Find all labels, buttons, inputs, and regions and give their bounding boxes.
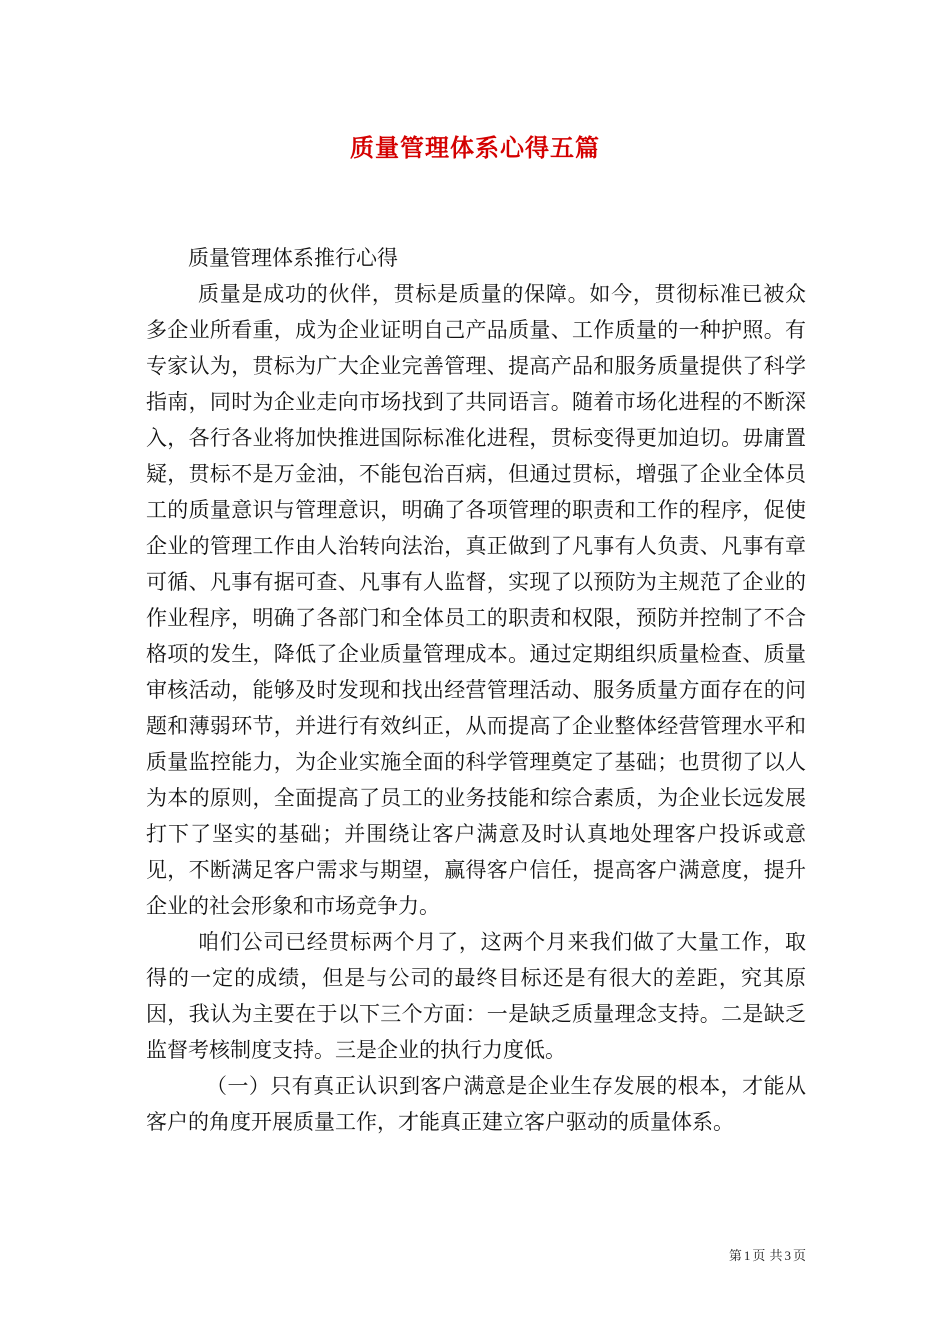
paragraph-1: 质量是成功的伙伴，贯标是质量的保障。如今，贯彻标准已被众多企业所看重，成为企业证明自己产品质量、工作质量的一种护照。有专家认为，贯标为广大企业完善管理、提高产品和服务质量提供了科学指南，同时为企业走向市场找到了共同语言。随着市场化进程的不断深入，各行各业将加快推进国际标准化进程，贯标变得更加迫切。毋庸置疑，贯标不是万金油，不能包治百病，但通过贯标，增强了企业全体员工的质量意识与管理意识，明确了各项管理的职责和工作的程序，促使企业的管理工作由人治转向法治，真正做到了凡事有人负责、凡事有章可循、凡事有据可查、凡事有人监督，实现了以预防为主规范了企业的作业程序，明确了各部门和全体员工的职责和权限，预防并控制了不合格项的发生，降低了企业质量管理成本。通过定期组织质量检查、质量审核活动，能够及时发现和找出经营管理活动、服务质量方面存在的问题和薄弱环节，并进行有效纠正，从而提高了企业整体经营管理水平和质量监控能力，为企业实施全面的科学管理奠定了基础；也贯彻了以人为本的原则，全面提高了员工的业务技能和综合素质，为企业长远发展打下了坚实的基础；并围绕让客户满意及时认真地处理客户投诉或意见，不断满足客户需求与期望，赢得客户信任，提高客户满意度，提升企业的社会形象和市场竞争力。 — [146, 282, 806, 918]
footer-prefix: 第 — [728, 1249, 742, 1264]
document-title: 质量管理体系心得五篇 — [350, 133, 600, 162]
paragraph-3: （一）只有真正认识到客户满意是企业生存发展的根本，才能从客户的角度开展质量工作，才能真正建立客户驱动的质量体系。 — [146, 1074, 806, 1134]
paragraph-2: 咱们公司已经贯标两个月了，这两个月来我们做了大量工作，取得的一定的成绩，但是与公司的最终目标还是有很大的差距，究其原因，我认为主要在于以下三个方面：一是缺乏质量理念支持。二是缺乏监督考核制度支持。三是企业的执行力度低。 — [146, 930, 806, 1062]
section-subheading: 质量管理体系推行心得 — [188, 246, 398, 270]
footer-total-pages: 3 — [784, 1248, 791, 1263]
page-footer — [729, 1247, 806, 1266]
footer-current-page: 1 — [743, 1248, 751, 1263]
footer-middle: 页 共 — [752, 1249, 783, 1264]
footer-suffix: 页 — [792, 1249, 806, 1264]
document-body — [146, 240, 806, 1140]
